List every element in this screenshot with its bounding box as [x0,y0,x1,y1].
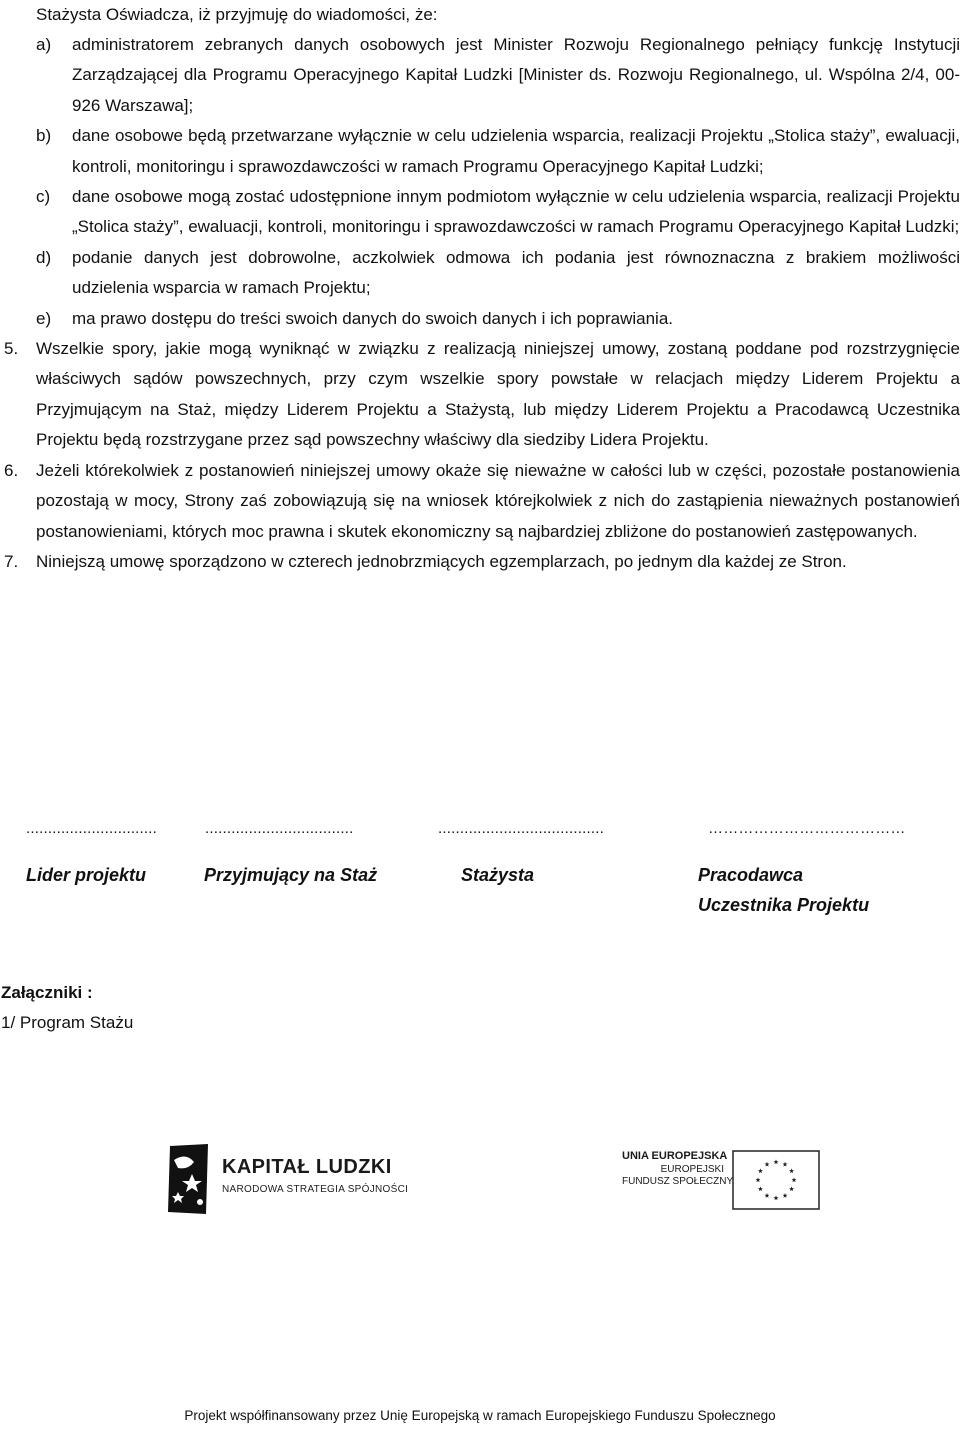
signature-line-przyjmujacy: .................................. [205,820,354,837]
clause-number: 7. [4,551,19,571]
signature-label-line1: Pracodawca [698,865,804,885]
list-item-d [0,243,960,304]
clause-number: 5. [4,339,19,359]
kapital-ludzki-title: KAPITAŁ LUDZKI [222,1156,392,1178]
signature-label-lider: Lider projektu [26,865,147,885]
item-marker: c) [36,187,51,207]
attachments-title: Załączniki : [1,983,93,1002]
item-text: dane osobowe mogą zostać udostępnione innym podmiotom wyłącznie w celu udzielenia wsparcia, realizacji Projektu „Stolica staży”, ewaluacji, kontroli, monitoringu i sprawozdawczości w ramach Programu Operacyjnego Kapitał Ludzki; [72,187,960,237]
item-text: dane osobowe będą przetwarzane wyłącznie w celu udzielenia wsparcia, realizacji Projektu „Stolica staży”, ewaluacji, kontroli, monitoringu i sprawozdawczości w ramach Programu Operacyjnego Kapitał Ludzki; [72,126,960,176]
attachment-item: 1/ Program Stażu [1,1013,134,1032]
kapital-ludzki-emblem-icon [164,1140,214,1218]
eu-title: UNIA EUROPEJSKA [622,1150,728,1162]
clause-number: 6. [4,460,19,480]
eu-logo [622,1150,832,1220]
eu-fund-line1: EUROPEJSKI [660,1164,724,1175]
kapital-ludzki-logo [164,1140,524,1220]
eu-fund-line2: FUNDUSZ SPOŁECZNY [622,1176,734,1187]
item-marker: e) [36,308,52,328]
list-item-b [0,121,960,182]
signature-label-przyjmujacy: Przyjmujący na Staż [204,865,378,885]
clause-text: Wszelkie spory, jakie mogą wyniknąć w związku z realizacją niniejszej umowy, zostaną poddane pod rozstrzygnięcie właściwych sądów powszechnych, przy czym wszelkie spory powstałe w relacjach między Liderem Projektu a Przyjmującym na Staż, między Liderem Projektu a Stażystą, lub między Liderem Projektu a Pracodawcą Uczestnika Projektu będą rozstrzygane przez sąd powszechny właściwy dla siedziby Lidera Projektu. [36,339,960,450]
signature-label-line2: Uczestnika Projektu [698,895,870,915]
footer-note: Projekt współfinansowany przez Unię Europejską w ramach Europejskiego Funduszu Społecznego [184,1408,776,1423]
item-text: ma prawo dostępu do treści swoich danych do swoich danych i ich poprawiania. [72,308,673,328]
clause-list [0,30,960,577]
list-item-a [0,30,960,121]
item-marker: a) [36,35,52,54]
clause-text: Jeżeli którekolwiek z postanowień niniejszej umowy okaże się nieważne w całości lub w części, pozostałe postanowienia pozostają w mocy, Strony zaś zobowiązują się na wniosek którejkolwiek z nich do zastąpienia nieważnych postanowień postanowieniami, których moc prawna i skutek ekonomiczny są najbardziej zbliżone do postanowień zastępowanych. [36,460,960,541]
clause-5 [0,334,960,456]
signature-label-stazysta: Stażysta [461,865,535,885]
list-item-c [0,182,960,243]
signature-line-pracodawca: ………………………………… [708,820,906,837]
declaration-intro: Stażysta Oświadcza, iż przyjmuję do wiadomości, że: [36,5,438,24]
kapital-ludzki-subtitle: NARODOWA STRATEGIA SPÓJNOŚCI [222,1184,409,1195]
list-item-e [0,304,960,334]
signature-line-lider: .............................. [26,820,158,837]
item-marker: b) [36,126,52,146]
item-marker: d) [36,247,52,267]
clause-7 [0,547,960,577]
signature-line-stazysta: ...................................... [438,820,604,837]
clause-6 [0,456,960,547]
item-text: administratorem zebranych danych osobowych jest Minister Rozwoju Regionalnego pełniący funkcję Instytucji Zarządzającej dla Programu Operacyjnego Kapitał Ludzki [Minister ds. Rozwoju Regionalnego, ul. Wspólna 2/4, 00-926 Warszawa]; [72,35,960,115]
item-text: podanie danych jest dobrowolne, aczkolwiek odmowa ich podania jest równoznaczna z brakiem możliwości udzielenia wsparcia w ramach Projektu; [72,247,960,298]
eu-flag-icon [732,1150,820,1210]
signature-label-pracodawca [698,860,869,920]
clause-text: Niniejszą umowę sporządzono w czterech jednobrzmiących egzemplarzach, po jednym dla każdej ze Stron. [36,551,847,571]
